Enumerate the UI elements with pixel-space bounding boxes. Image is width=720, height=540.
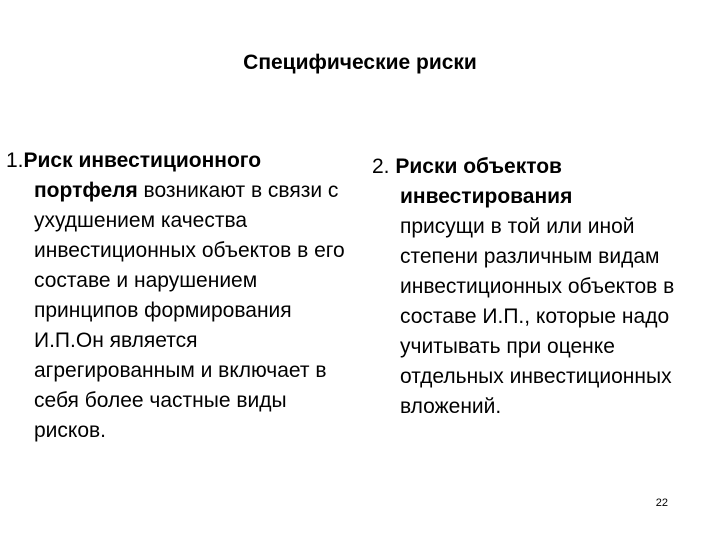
right-item-text: присущи в той или иной степени различным видам инвестиционных объектов в составе И.П., которые надо учитывать при оценке отдельных инвестиционных вложений. — [400, 215, 675, 418]
left-item-number: 1. — [6, 149, 24, 172]
right-item-paragraph — [372, 152, 717, 422]
right-column — [372, 152, 717, 422]
left-item-paragraph — [6, 146, 351, 446]
slide-title: Специфические риски — [243, 51, 477, 74]
right-item-heading: Риски объектов инвестирования — [389, 155, 573, 208]
left-item-heading: Риск инвестиционного портфеля — [23, 149, 262, 202]
right-item-number: 2. — [372, 155, 390, 178]
left-item-text: возникают в связи с ухудшением качества инвестиционных объектов в его составе и нарушением принципов формирования И.П.Он является агрегированным и включает в себя более частные виды рисков. — [34, 179, 345, 442]
slide-number: 22 — [655, 497, 668, 509]
left-column — [6, 146, 351, 446]
